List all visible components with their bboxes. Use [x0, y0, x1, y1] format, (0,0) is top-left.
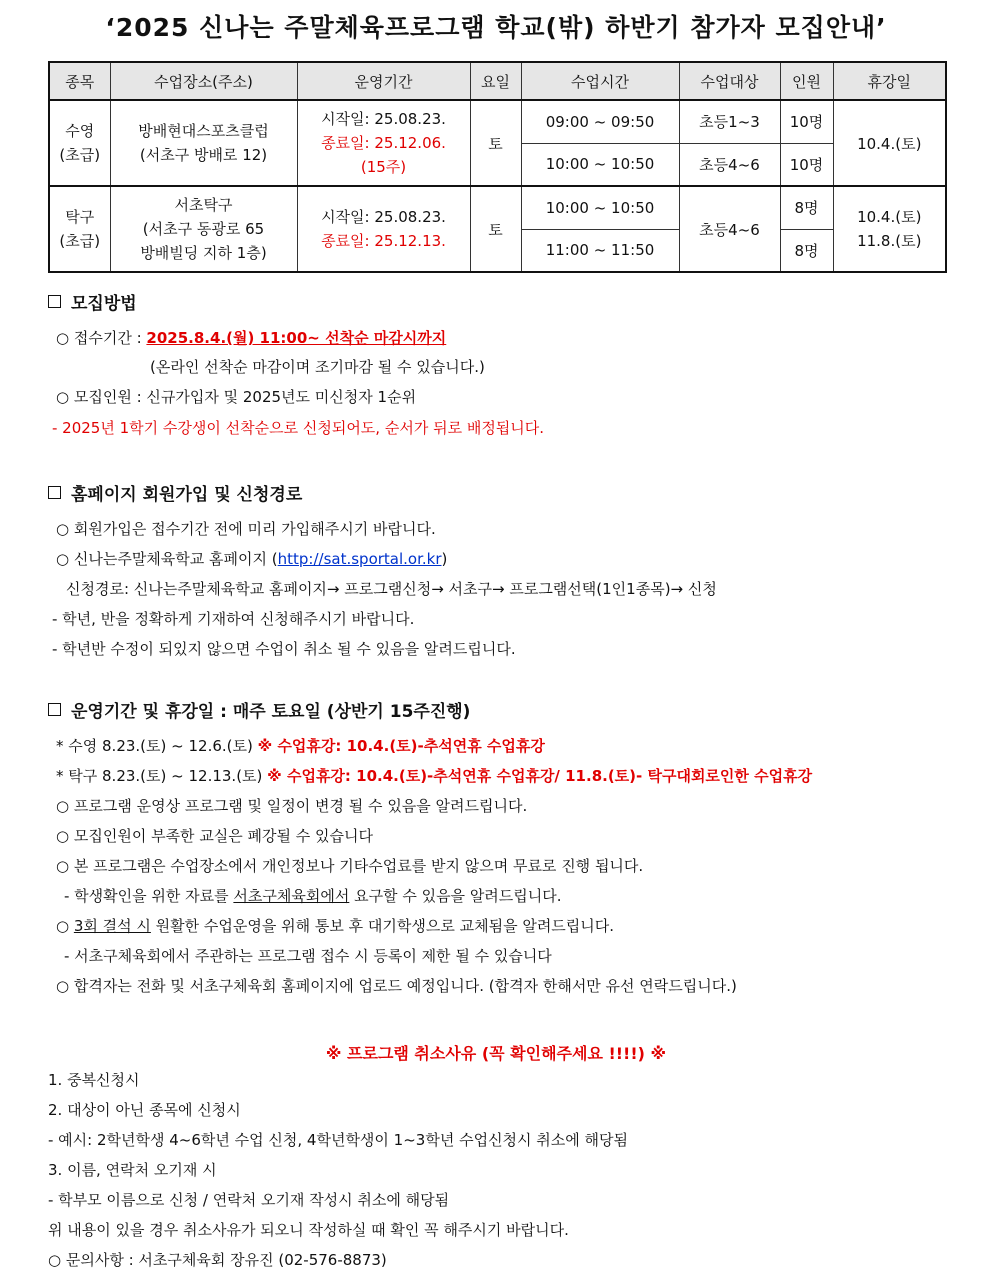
schedule-table: [48, 61, 947, 273]
sport-cell: [49, 100, 110, 186]
off-date: 11.8.(토): [857, 232, 922, 250]
swim-period-line: [56, 736, 545, 756]
target-cell: 초등4~6: [679, 143, 780, 186]
time-cell: 11:00 ~ 11:50: [521, 229, 679, 272]
sport-level: (초급): [59, 146, 101, 164]
section-title: 홈페이지 회원가입 및 신청경로: [71, 485, 303, 505]
page-title: ‘2025 신나는 주말체육프로그램 학교(밖) 하반기 참가자 모집안내’: [105, 13, 887, 42]
sport-cell: [49, 186, 110, 272]
target-cell: 초등4~6: [679, 186, 780, 272]
off-cell: [833, 186, 946, 272]
tt-period: * 탁구 8.23.(토) ~ 12.13.(토): [56, 767, 268, 785]
tt-off-note: ※ 수업휴강: 10.4.(토)-추석연휴 수업휴강/ 11.8.(토)- 탁구대회로인한 수업휴강: [267, 767, 813, 785]
checkbox-square-icon: [48, 486, 61, 499]
cancel-heading: ※ 프로그램 취소사유 (꼭 확인해주세요 !!!!) ※: [325, 1044, 667, 1063]
period-note: (온라인 선착순 마감이며 조기마감 될 수 있습니다.): [150, 358, 485, 376]
text-line: 위 내용이 있을 경우 취소사유가 되오니 작성하실 때 확인 꼭 해주시기 바랍니다.: [48, 1221, 569, 1239]
header-cell: 운영기간: [297, 62, 470, 100]
text-line: - 서초구체육회에서 주관하는 프로그램 접수 시 등록이 제한 될 수 있습니다: [64, 947, 552, 965]
header-cell: 수업시간: [521, 62, 679, 100]
period-value: 2025.8.4.(월) 11:00~ 선착순 마감시까지: [146, 329, 447, 347]
text-line: - 예시: 2학년학생 4~6학년 수업 신청, 4학년학생이 1~3학년 수업신청시 취소에 해당됨: [48, 1131, 629, 1149]
sport-level: (초급): [59, 232, 101, 250]
homepage-link[interactable]: http://sat.sportal.or.kr: [277, 550, 442, 568]
header-cell: 휴강일: [833, 62, 946, 100]
text-line: ○ 프로그램 운영상 프로그램 및 일정이 변경 될 수 있음을 알려드립니다.: [56, 797, 528, 815]
section-heading: [48, 484, 302, 506]
place-name: 방배현대스포츠클럽: [138, 122, 269, 140]
table-header-row: [49, 62, 946, 100]
text-line: 3. 이름, 연락처 오기재 시: [48, 1161, 217, 1179]
section-heading: [48, 293, 137, 315]
text-line: [56, 916, 614, 936]
header-cell: 요일: [470, 62, 521, 100]
day-cell: 토: [470, 186, 521, 272]
text-part: - 학생확인을 위한 자료를: [64, 887, 234, 905]
text-line: 1. 중복신청시: [48, 1071, 140, 1089]
start-date: 시작일: 25.08.23.: [321, 208, 446, 226]
target-cell: 초등1~3: [679, 100, 780, 143]
text-line: - 학년, 반을 정확하게 기재하여 신청해주시기 바랍니다.: [52, 610, 415, 628]
swim-off-note: ※ 수업휴강: 10.4.(토)-추석연휴 수업휴강: [257, 737, 545, 755]
paren: ): [441, 550, 448, 568]
text-line: ○ 합격자는 전화 및 서초구체육회 홈페이지에 업로드 예정입니다. (합격자 한해서만 유선 연락드립니다.): [56, 977, 737, 995]
homepage-line: [56, 549, 447, 569]
header-cell: 수업대상: [679, 62, 780, 100]
sport-name: 수영: [65, 122, 95, 140]
end-date: 종료일: 25.12.13.: [321, 232, 446, 250]
text-underlined: 3회 결석 시: [73, 917, 151, 935]
text-part: ○: [56, 917, 74, 935]
count-cell: 10명: [780, 143, 833, 186]
sport-name: 탁구: [65, 208, 95, 226]
people-line: ○ 모집인원 : 신규가입자 및 2025년도 미신청자 1순위: [56, 388, 417, 406]
tt-period-line: [56, 766, 812, 786]
section-title: 운영기간 및 휴강일 : 매주 토요일 (상반기 15주진행): [71, 702, 471, 722]
text-part: 요구할 수 있음을 알려드립니다.: [349, 887, 562, 905]
place-address-2: 방배빌딩 지하 1층): [140, 244, 267, 262]
checkbox-square-icon: [48, 703, 61, 716]
checkbox-square-icon: [48, 295, 61, 308]
text-line: - 학년반 수정이 되있지 않으면 수업이 취소 될 수 있음을 알려드립니다.: [52, 640, 516, 658]
place-cell: [110, 186, 297, 272]
contact-line: ○ 문의사항 : 서초구체육회 장유진 (02-576-8873): [48, 1251, 387, 1269]
swim-period: * 수영 8.23.(토) ~ 12.6.(토): [56, 737, 258, 755]
text-line: ○ 회원가입은 접수기간 전에 미리 가입해주시기 바랍니다.: [56, 520, 436, 538]
header-cell: 수업장소(주소): [110, 62, 297, 100]
count-cell: 8명: [780, 229, 833, 272]
text-line: 2. 대상이 아닌 종목에 신청시: [48, 1101, 241, 1119]
table-row: [49, 100, 946, 143]
text-line: [64, 886, 562, 906]
text-line: ○ 모집인원이 부족한 교실은 폐강될 수 있습니다: [56, 827, 374, 845]
homepage-label: ○ 신나는주말체육학교 홈페이지 (: [56, 550, 278, 568]
count-cell: 10명: [780, 100, 833, 143]
period-cell: [297, 100, 470, 186]
place-address: (서초구 동광로 65: [142, 220, 265, 238]
header-cell: 인원: [780, 62, 833, 100]
time-cell: 10:00 ~ 10:50: [521, 143, 679, 186]
weeks-count: (15주): [360, 158, 407, 176]
time-cell: 10:00 ~ 10:50: [521, 186, 679, 229]
place-address: (서초구 방배로 12): [139, 146, 268, 164]
text-part: 원활한 수업운영을 위해 통보 후 대기학생으로 교체됨을 알려드립니다.: [150, 917, 615, 935]
start-date: 시작일: 25.08.23.: [321, 110, 446, 128]
off-date: 10.4.(토): [857, 208, 922, 226]
period-cell: [297, 186, 470, 272]
section-heading: [48, 701, 470, 723]
people-note: - 2025년 1학기 수강생이 선착순으로 신청되어도, 순서가 뒤로 배정됩니다.: [52, 419, 545, 437]
text-line: 신청경로: 신나는주말체육학교 홈페이지→ 프로그램신청→ 서초구→ 프로그램선택(1인1종목)→ 신청: [66, 580, 717, 598]
end-date: 종료일: 25.12.06.: [321, 134, 446, 152]
place-cell: [110, 100, 297, 186]
period-label: ○ 접수기간 :: [56, 329, 142, 347]
header-cell: 종목: [49, 62, 110, 100]
text-underlined: 서초구체육회에서: [233, 887, 350, 905]
text-line: - 학부모 이름으로 신청 / 연락처 오기재 작성시 취소에 해당됨: [48, 1191, 450, 1209]
count-cell: 8명: [780, 186, 833, 229]
section-title: 모집방법: [71, 294, 137, 314]
off-cell: 10.4.(토): [833, 100, 946, 186]
text-line: ○ 본 프로그램은 수업장소에서 개인정보나 기타수업료를 받지 않으며 무료로 진행 됩니다.: [56, 857, 644, 875]
period-line: [56, 328, 446, 348]
day-cell: 토: [470, 100, 521, 186]
place-name: 서초탁구: [174, 196, 233, 214]
table-row: [49, 186, 946, 229]
time-cell: 09:00 ~ 09:50: [521, 100, 679, 143]
